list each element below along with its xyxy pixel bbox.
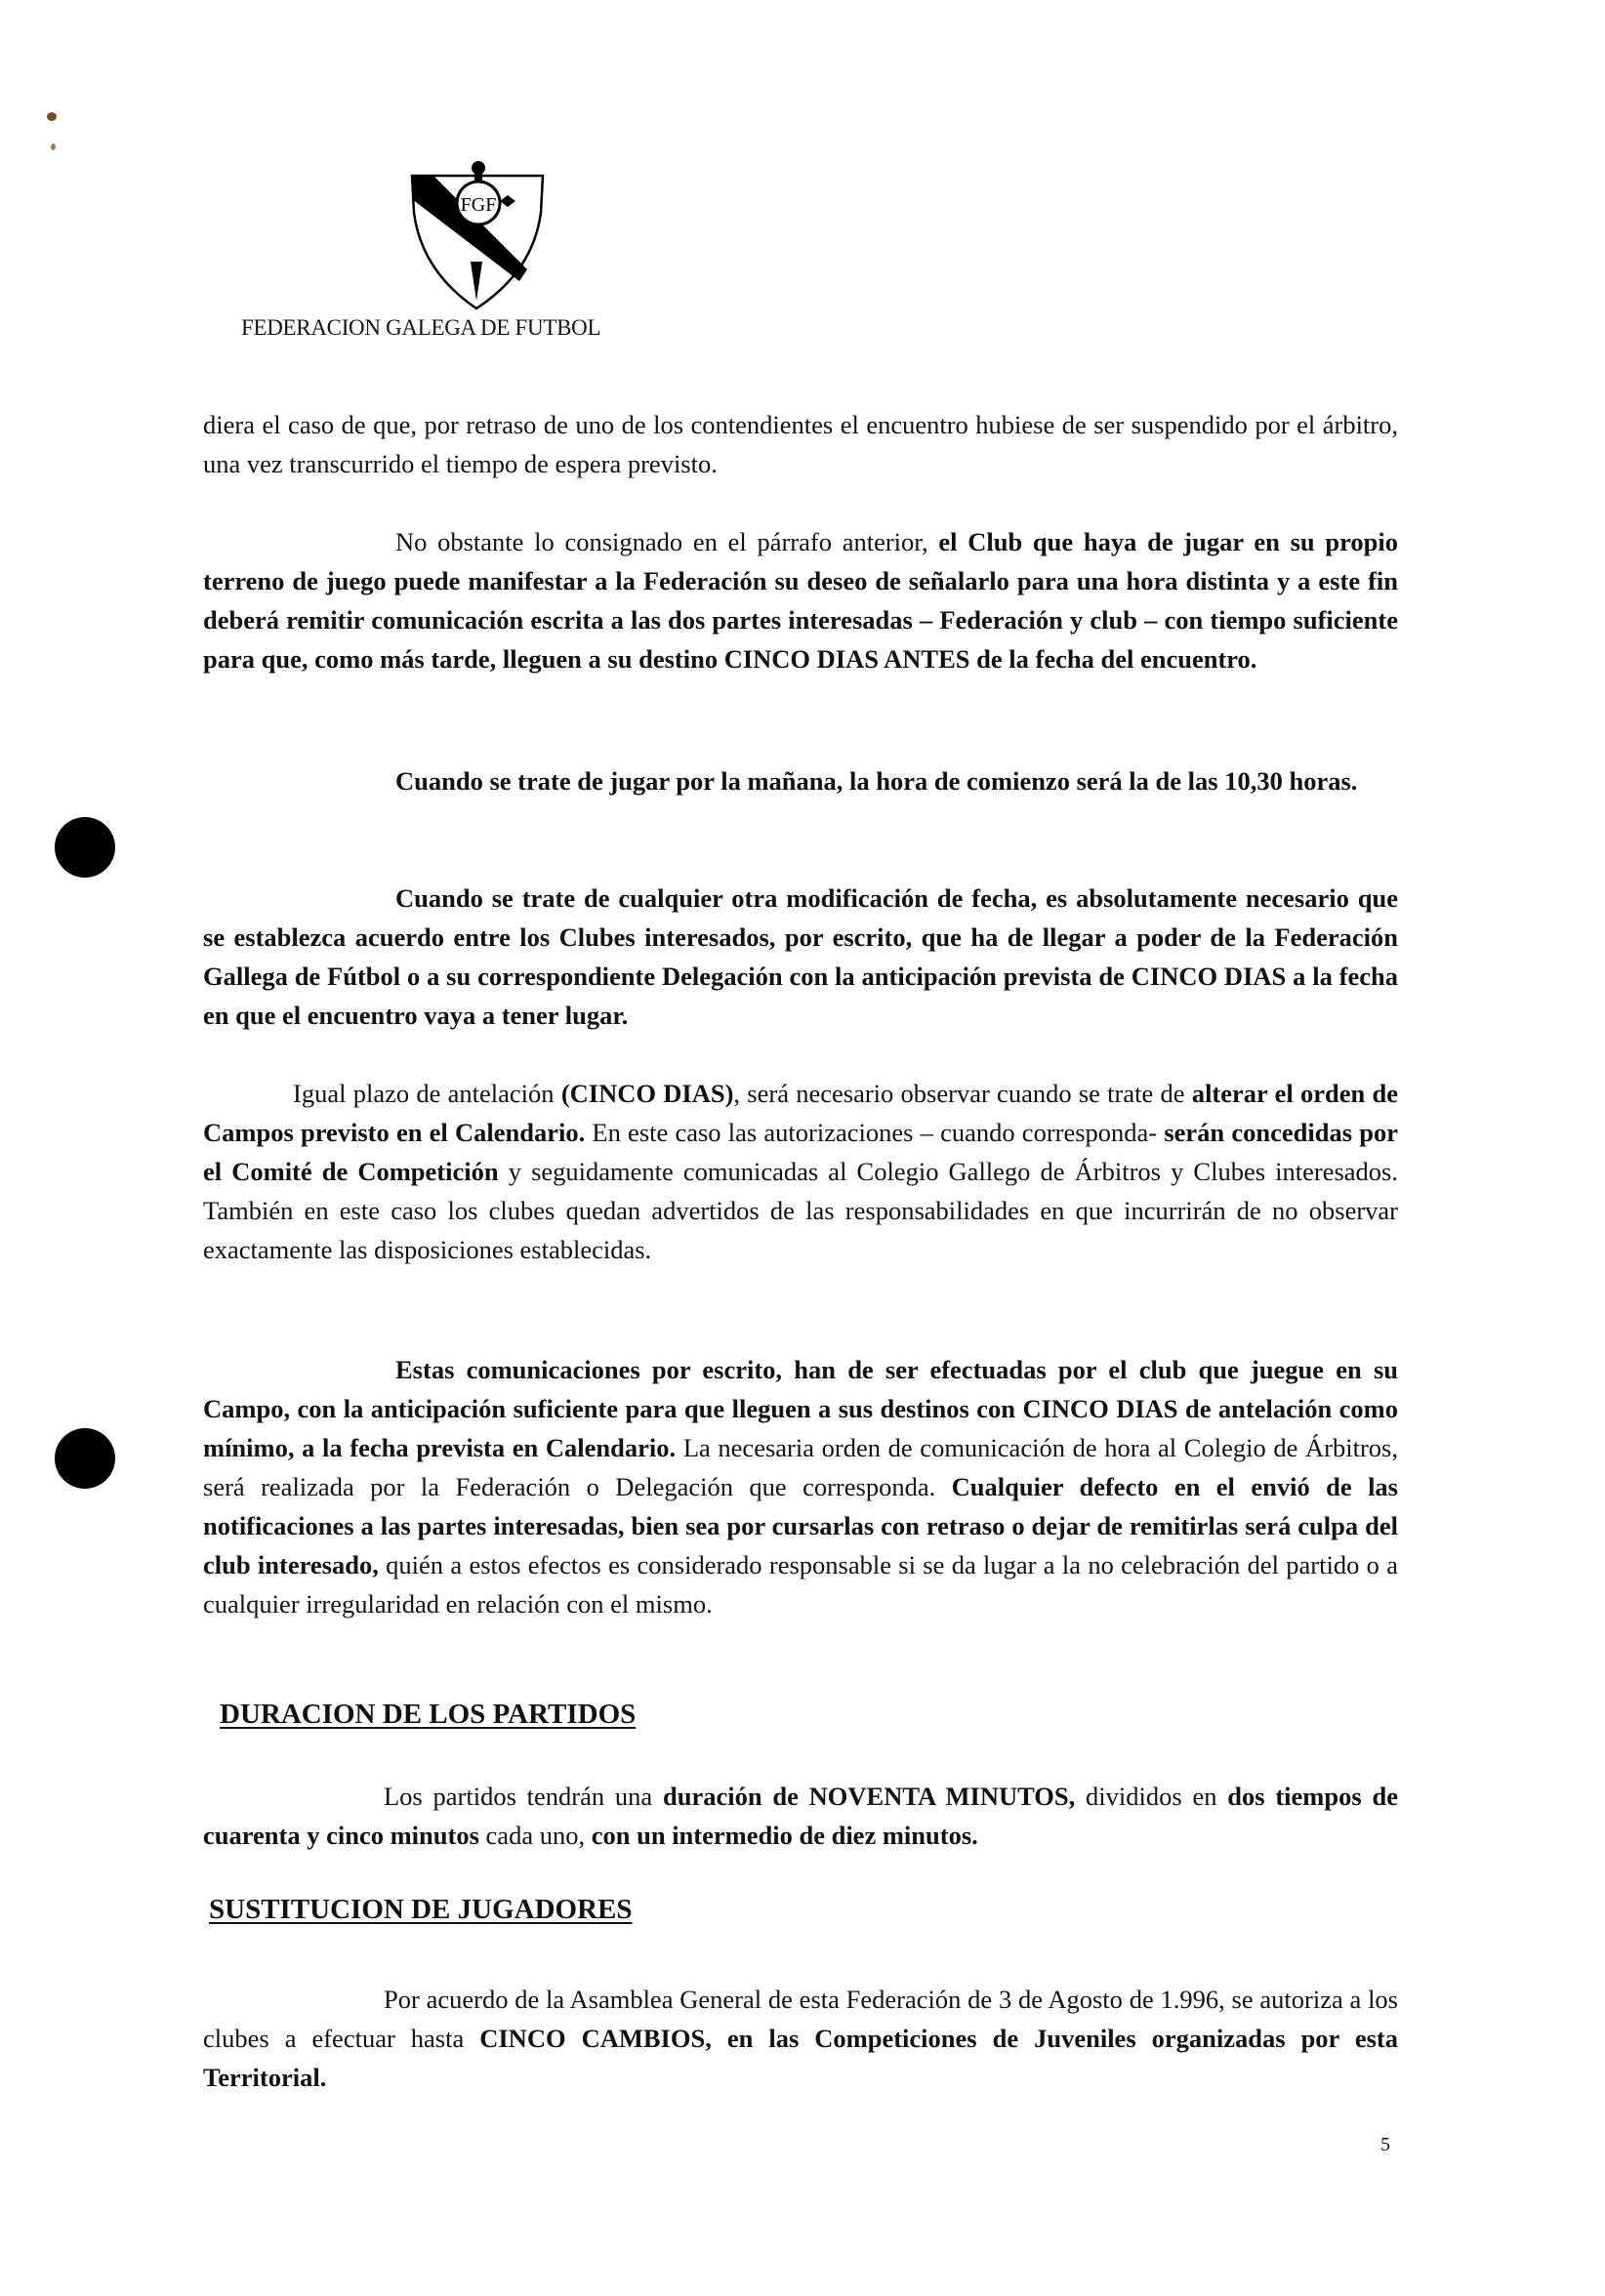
bold-text: (CINCO DIAS) — [560, 1079, 734, 1108]
scan-speck — [51, 144, 56, 150]
punch-hole — [55, 1428, 115, 1489]
text: Los partidos tendrán una — [384, 1782, 663, 1811]
bold-text: CINCO CAMBIOS, en las Competiciones de Juveniles organizadas por esta Territorial. — [203, 2024, 1398, 2092]
heading-match-duration: DURACION DE LOS PARTIDOS — [220, 1699, 637, 1730]
text: diera el caso de que, por retraso de uno de los contendientes el encuentro hubiese de ser suspendido por el árbitro, una vez transcurrido el tiempo de espera previsto. — [203, 410, 1398, 478]
text: , será necesario observar cuando se trate de — [733, 1079, 1192, 1108]
organization-name: FEDERACION GALEGA DE FUTBOL — [241, 315, 601, 340]
page-number: 5 — [1380, 2134, 1390, 2155]
paragraph-date-change — [203, 879, 1398, 1035]
bold-text: Cuando se trate de jugar por la mañana, la hora de comienzo será la de las 10,30 horas. — [395, 766, 1358, 796]
bold-text: dos tiempos de cuarenta y cinco minutos — [203, 1782, 1398, 1850]
heading-player-substitution: SUSTITUCION DE JUGADORES — [209, 1894, 633, 1925]
text: y seguidamente comunicadas al Colegio Gallego de Árbitros y Clubes interesados. También en este caso los clubes quedan advertidos de las responsabilidades en que incurrirán de no observar exactamente las disposiciones establecidas. — [203, 1157, 1398, 1264]
text: Igual plazo de antelación — [293, 1079, 561, 1108]
scan-speck — [47, 112, 57, 121]
bold-text: Cualquier defecto en el envió de las notificaciones a las partes interesadas, bien sea por cursarlas con retraso o dejar de remitirlas será culpa del club interesado, — [203, 1472, 1398, 1579]
federation-crest-logo — [408, 154, 545, 310]
paragraph-field-order — [203, 1074, 1398, 1269]
text: divididos en — [1075, 1782, 1228, 1811]
paragraph-written-communications — [203, 1350, 1398, 1623]
text: cada uno, — [478, 1821, 592, 1850]
bold-text: serán concedidas por el Comité de Competición — [203, 1118, 1398, 1186]
bold-text: Cuando se trate de cualquier otra modificación de fecha, es absolutamente necesario que se establezca acuerdo entre los Clubes interesados, por escrito, que ha de llegar a poder de la Federación Gallega de Fútbol o a su correspondiente Delegación con la anticipación prevista de CINCO DIAS a la fecha en que el encuentro vaya a tener lugar. — [203, 883, 1398, 1030]
bold-text: Estas comunicaciones por escrito, han de ser efectuadas por el club que juegue en su Campo, con la anticipación suficiente para que lleguen a sus destinos con CINCO DIAS de antelación como mínimo, a la fecha prevista en Calendario. — [203, 1355, 1398, 1462]
logo-letters: FGF — [460, 194, 497, 216]
bold-text: el Club que haya de jugar en su propio terreno de juego puede manifestar a la Federación su deseo de señalarlo para una hora distinta y a este fin deberá remitir comunicación escrita a las dos partes interesadas – Federación y club – con tiempo suficiente para que, como más tarde, lleguen a su destino CINCO DIAS ANTES de la fecha del encuentro. — [203, 527, 1398, 674]
punch-hole — [55, 817, 115, 878]
bold-text: duración de NOVENTA MINUTOS, — [662, 1782, 1076, 1811]
text: No obstante lo consignado en el párrafo anterior, — [395, 527, 939, 556]
text: quién a estos efectos es considerado responsable si se da lugar a la no celebración del partido o a cualquier irregularidad en relación con el mismo. — [203, 1550, 1398, 1619]
paragraph-morning-time — [203, 761, 1398, 800]
paragraph-substitutions — [203, 1980, 1398, 2097]
paragraph-time-change — [203, 522, 1398, 678]
text: En este caso las autorizaciones – cuando corresponda- — [585, 1118, 1165, 1147]
text: Por acuerdo de la Asamblea General de esta Federación de 3 de Agosto de 1.996, se autoriza a los clubes a efectuar hasta — [203, 1985, 1398, 2053]
text: La necesaria orden de comunicación de hora al Colegio de Árbitros, será realizada por la Federación o Delegación que corresponda. — [203, 1433, 1398, 1501]
paragraph-match-duration — [203, 1777, 1398, 1855]
paragraph-match-suspension — [203, 405, 1398, 483]
bold-text: con un intermedio de diez minutos. — [591, 1821, 978, 1850]
bold-text: alterar el orden de Campos previsto en el Calendario. — [203, 1079, 1398, 1147]
